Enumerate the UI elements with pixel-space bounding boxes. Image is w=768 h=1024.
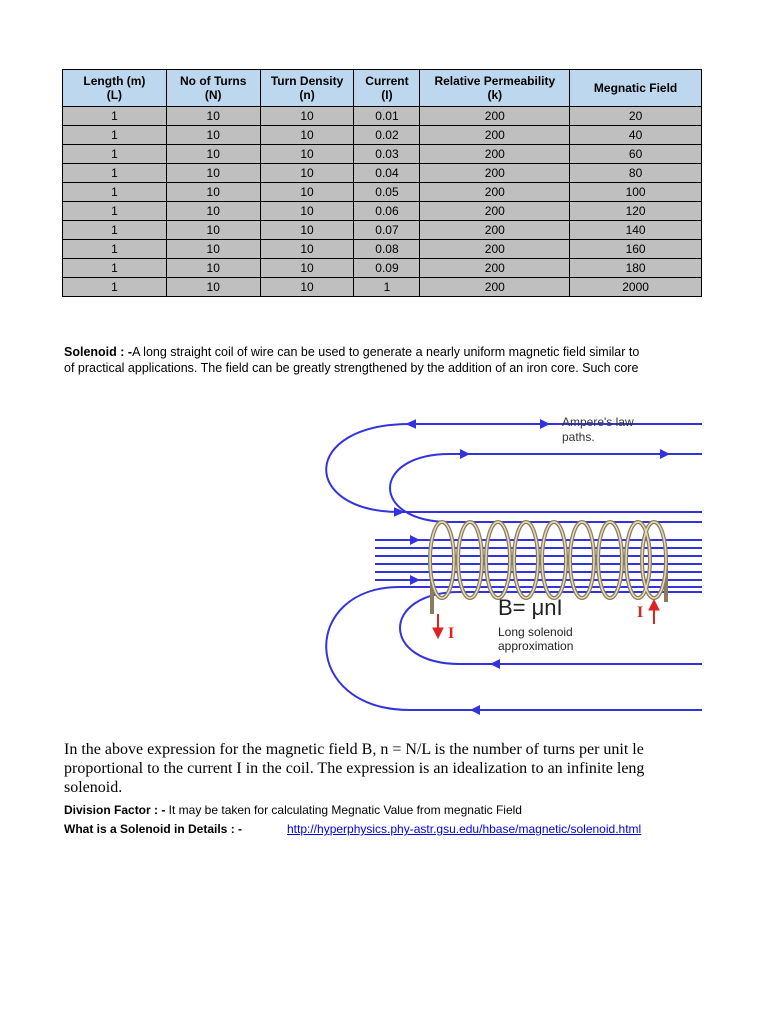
current-label-right: I	[637, 604, 644, 621]
table-cell: 10	[260, 183, 354, 202]
current-arrow-left	[433, 614, 443, 638]
table-cell: 1	[63, 259, 167, 278]
table-cell: 1	[63, 240, 167, 259]
table-header-text: Current	[365, 74, 409, 88]
table-row	[63, 164, 702, 183]
current-label-left: I	[448, 625, 455, 642]
table-cell: 10	[260, 240, 354, 259]
solenoid-details-link[interactable]: http://hyperphysics.phy-astr.gsu.edu/hbase/magnetic/solenoid.html	[287, 822, 642, 836]
solenoid-label: Solenoid : -	[64, 345, 133, 359]
table-cell: 10	[260, 107, 354, 126]
table-cell: 0.01	[354, 107, 420, 126]
table-cell: 1	[63, 107, 167, 126]
table-cell: 1	[63, 221, 167, 240]
table-cell: 200	[420, 278, 570, 297]
table-header-row	[63, 70, 702, 107]
table-cell: 140	[570, 221, 702, 240]
table-cell: 200	[420, 145, 570, 164]
solenoid-line-1: A long straight coil of wire can be used to generate a nearly uniform magnetic field similar to	[132, 345, 640, 359]
solenoid-diagram	[300, 392, 702, 717]
table-cell: 10	[260, 259, 354, 278]
table-header-cell	[570, 70, 702, 107]
solenoid-paragraph	[64, 344, 702, 376]
expression-line-2: proportional to the current I in the coil. The expression is an idealization to an infinite leng	[64, 760, 645, 777]
division-text: It may be taken for calculating Megnatic Value from megnatic Field	[165, 803, 522, 817]
table-row	[63, 107, 702, 126]
table-cell: 0.07	[354, 221, 420, 240]
table-header-text: (k)	[487, 88, 503, 102]
table-row	[63, 278, 702, 297]
table-cell: 180	[570, 259, 702, 278]
expression-line-3: solenoid.	[64, 779, 123, 796]
division-factor-line	[64, 803, 522, 818]
table-cell: 10	[166, 278, 260, 297]
table-cell: 200	[420, 221, 570, 240]
table-header-text: Length (m)	[83, 74, 146, 88]
table-cell: 200	[420, 126, 570, 145]
table-cell: 0.05	[354, 183, 420, 202]
table-cell: 10	[166, 107, 260, 126]
table-header-text: (N)	[204, 88, 222, 102]
table-header-cell	[166, 70, 260, 107]
table-cell: 200	[420, 259, 570, 278]
approx-label-2: approximation	[498, 639, 574, 653]
table-cell: 10	[260, 221, 354, 240]
table-cell: 10	[166, 145, 260, 164]
table-cell: 1	[63, 278, 167, 297]
table-header-text: Turn Density	[270, 74, 344, 88]
table-cell: 10	[260, 145, 354, 164]
table-header-text: No of Turns	[180, 74, 247, 88]
table-body	[63, 107, 702, 297]
table-cell: 200	[420, 164, 570, 183]
table-row	[63, 202, 702, 221]
table-cell: 160	[570, 240, 702, 259]
table-cell: 10	[166, 240, 260, 259]
data-table	[62, 69, 702, 297]
table-header-text: (n)	[299, 88, 315, 102]
table-header-cell	[260, 70, 354, 107]
ampere-label-1: Ampere's law	[562, 415, 634, 429]
details-label: What is a Solenoid in Details : -	[64, 822, 243, 836]
table-cell: 10	[166, 259, 260, 278]
table-cell: 1	[63, 145, 167, 164]
table-cell: 120	[570, 202, 702, 221]
table-cell: 10	[260, 164, 354, 183]
table-cell: 0.03	[354, 145, 420, 164]
division-label: Division Factor : -	[64, 803, 166, 817]
table-cell: 40	[570, 126, 702, 145]
table-cell: 10	[260, 126, 354, 145]
details-line	[64, 822, 242, 837]
table-cell: 0.04	[354, 164, 420, 183]
table-cell: 1	[63, 202, 167, 221]
table-cell: 0.02	[354, 126, 420, 145]
table-cell: 10	[260, 278, 354, 297]
expression-line-1: In the above expression for the magnetic field B, n = N/L is the number of turns per unit le	[64, 741, 644, 758]
table-header-text: (I)	[381, 88, 393, 102]
table-row	[63, 259, 702, 278]
expression-paragraph	[64, 740, 702, 797]
table-cell: 200	[420, 240, 570, 259]
table-cell: 200	[420, 202, 570, 221]
table-cell: 0.06	[354, 202, 420, 221]
table-header-cell	[420, 70, 570, 107]
table-cell: 80	[570, 164, 702, 183]
table-cell: 200	[420, 107, 570, 126]
table-cell: 10	[166, 221, 260, 240]
table-cell: 10	[166, 183, 260, 202]
table-row	[63, 126, 702, 145]
table-cell: 0.08	[354, 240, 420, 259]
table-row	[63, 145, 702, 164]
table-cell: 0.09	[354, 259, 420, 278]
table-header-text: (L)	[106, 88, 123, 102]
table-cell: 10	[260, 202, 354, 221]
table-cell: 100	[570, 183, 702, 202]
table-header-cell	[354, 70, 420, 107]
table-cell: 1	[63, 164, 167, 183]
formula: B= μnI	[498, 595, 563, 620]
field-line-outer-top	[326, 424, 702, 512]
solenoid-line-2: of practical applications. The field can be greatly strengthened by the addition of an iron core. Such core	[64, 361, 639, 375]
table-cell: 1	[63, 183, 167, 202]
table-row	[63, 183, 702, 202]
approx-label-1: Long solenoid	[498, 625, 573, 639]
table-row	[63, 221, 702, 240]
table-cell: 10	[166, 202, 260, 221]
table-header-text: Megnatic Field	[593, 81, 678, 95]
ampere-label-2: paths.	[562, 430, 595, 444]
table-cell: 1	[63, 126, 167, 145]
table-header-cell	[63, 70, 167, 107]
table-cell: 10	[166, 164, 260, 183]
table-row	[63, 240, 702, 259]
table-header-text: Relative Permeability	[434, 74, 556, 88]
table-cell: 10	[166, 126, 260, 145]
table-cell: 1	[354, 278, 420, 297]
table-cell: 2000	[570, 278, 702, 297]
table-cell: 20	[570, 107, 702, 126]
table-cell: 200	[420, 183, 570, 202]
current-arrow-right	[649, 600, 659, 624]
table-cell: 60	[570, 145, 702, 164]
